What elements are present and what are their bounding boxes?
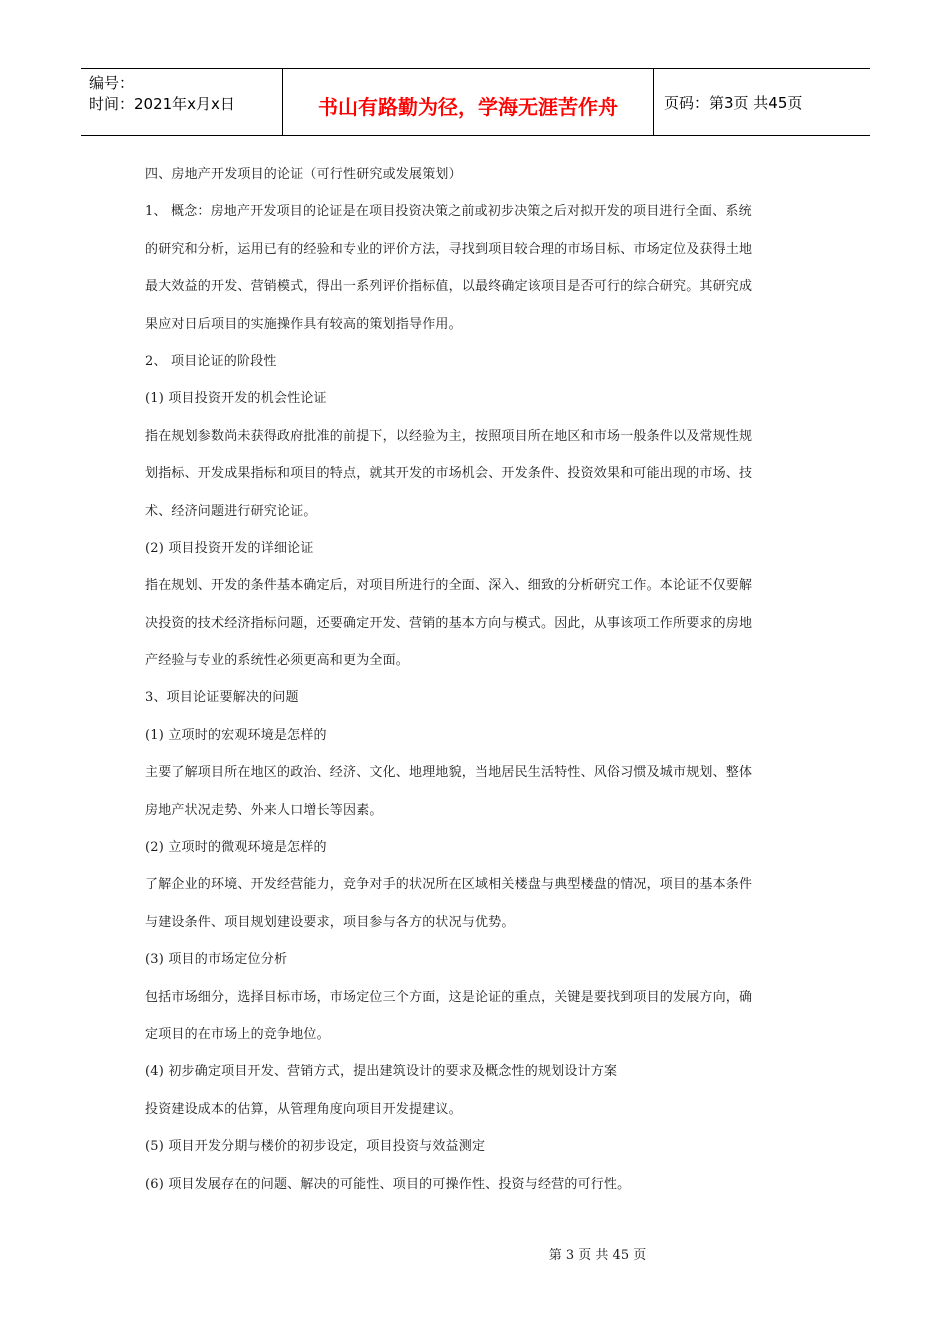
body-line: 的研究和分析，运用已有的经验和专业的评价方法，寻找到项目较合理的市场目标、市场定位及获得土地 xyxy=(145,241,753,257)
body-line: 产经验与专业的系统性必须更高和更为全面。 xyxy=(145,653,410,669)
body-line: 果应对日后项目的实施操作具有较高的策划指导作用。 xyxy=(145,316,462,332)
document-body xyxy=(145,156,810,1203)
body-line: 了解企业的环境、开发经营能力，竞争对手的状况所在区域相关楼盘与典型楼盘的情况，项目的基本条件 xyxy=(145,877,753,893)
body-line: 决投资的技术经济指标问题，还要确定开发、营销的基本方向与模式。因此，从事该项工作所要求的房地 xyxy=(145,615,753,631)
body-line: (1) 项目投资开发的机会性论证 xyxy=(145,391,327,407)
body-line: 指在规划参数尚未获得政府批准的前提下，以经验为主，按照项目所在地区和市场一般条件以及常规性规 xyxy=(145,428,753,444)
header-page-label: 页码：第3页 共45页 xyxy=(664,93,803,112)
body-line: 四、房地产开发项目的论证（可行性研究或发展策划） xyxy=(145,167,462,182)
body-line: 定项目的在市场上的竞争地位。 xyxy=(145,1026,330,1042)
body-line: 主要了解项目所在地区的政治、经济、文化、地理地貌，当地居民生活特性、风俗习惯及城市规划、整体 xyxy=(145,765,753,781)
document-number-label: 编号： xyxy=(89,74,135,92)
body-line: 投资建设成本的估算，从管理角度向项目开发提建议。 xyxy=(145,1101,462,1117)
header-motto: 书山有路勤为径，学海无涯苦作舟 xyxy=(282,69,654,135)
body-line: 房地产状况走势、外来人口增长等因素。 xyxy=(145,802,383,818)
body-line: (4) 初步确定项目开发、营销方式，提出建筑设计的要求及概念性的规划设计方案 xyxy=(145,1064,618,1080)
body-line: 3、项目论证要解决的问题 xyxy=(145,690,299,706)
body-line: 指在规划、开发的条件基本确定后，对项目所进行的全面、深入、细致的分析研究工作。本论证不仅要解 xyxy=(145,578,753,594)
body-line: 1、 概念：房地产开发项目的论证是在项目投资决策之前或初步决策之后对拟开发的项目进行全面、系统 xyxy=(145,204,752,220)
body-line: 与建设条件、项目规划建设要求，项目参与各方的状况与优势。 xyxy=(145,914,515,930)
body-line: 最大效益的开发、营销模式，得出一系列评价指标值，以最终确定该项目是否可行的综合研究。其研究成 xyxy=(145,279,753,295)
body-line: (1) 立项时的宏观环境是怎样的 xyxy=(145,727,327,743)
document-time-label: 时间：2021年x月x日 xyxy=(89,95,235,113)
body-line: (2) 项目投资开发的详细论证 xyxy=(145,540,314,556)
body-line: (3) 项目的市场定位分析 xyxy=(145,952,288,968)
body-line: (2) 立项时的微观环境是怎样的 xyxy=(145,840,327,856)
body-line: 划指标、开发成果指标和项目的特点，就其开发的市场机会、开发条件、投资效果和可能出现的市场、技 xyxy=(145,466,753,482)
footer-page-number: 第 3 页 共 45 页 xyxy=(548,1248,647,1263)
body-line: 2、 项目论证的阶段性 xyxy=(145,353,277,369)
header-meta xyxy=(81,69,282,135)
body-line: (5) 项目开发分期与楼价的初步设定，项目投资与效益测定 xyxy=(145,1139,486,1155)
body-line: (6) 项目发展存在的问题、解决的可能性、项目的可操作性、投资与经营的可行性。 xyxy=(145,1176,631,1192)
body-line: 术、经济问题进行研究论证。 xyxy=(145,503,317,519)
body-line: 包括市场细分，选择目标市场，市场定位三个方面，这是论证的重点，关键是要找到项目的发展方向，确 xyxy=(145,989,753,1005)
page-header xyxy=(81,68,870,136)
page-footer xyxy=(0,1244,950,1263)
